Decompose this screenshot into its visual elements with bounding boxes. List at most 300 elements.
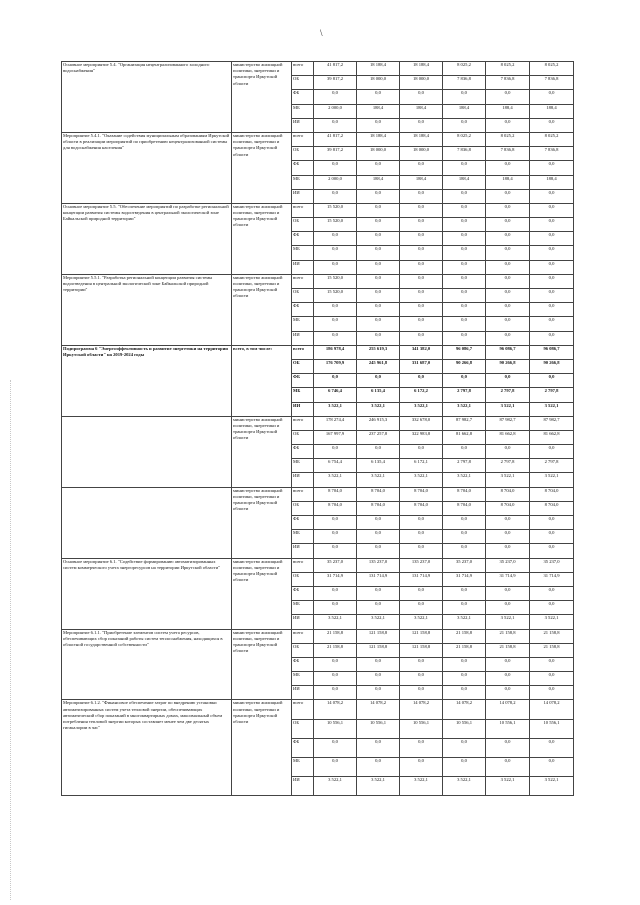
value-cell: 0,0: [314, 161, 357, 175]
value-cell: 0,0: [443, 738, 486, 757]
table-row: [62, 345, 574, 359]
value-cell: 0,0: [357, 203, 400, 217]
value-cell: 0,0: [530, 738, 574, 757]
value-cell: 0,0: [400, 544, 443, 558]
value-cell: 0,0: [486, 516, 530, 530]
value-cell: 3 522,1: [357, 777, 400, 796]
value-cell: 8 704,0: [357, 501, 400, 515]
value-cell: 0,0: [530, 218, 574, 232]
value-cell: 121 158,8: [357, 643, 400, 657]
value-cell: 188,4: [357, 104, 400, 118]
value-cell: 0,0: [530, 672, 574, 686]
value-cell: 0,0: [314, 232, 357, 246]
value-cell: 0,0: [400, 289, 443, 303]
executor-cell: министерство жилищной политики, энергетики и транспорта Иркутской области: [232, 416, 292, 487]
value-cell: 8 025,2: [443, 132, 486, 146]
value-cell: 0,0: [530, 530, 574, 544]
value-cell: 21 158,8: [314, 629, 357, 643]
value-cell: 21 158,8: [486, 643, 530, 657]
executor-cell: всего, в том числе:: [232, 345, 292, 416]
value-cell: 0,0: [530, 516, 574, 530]
value-cell: 0,0: [314, 686, 357, 700]
value-cell: 0,0: [443, 331, 486, 345]
value-cell: 0,0: [314, 303, 357, 317]
value-cell: 3 522,1: [486, 777, 530, 796]
value-cell: 0,0: [314, 189, 357, 203]
value-cell: 87 982,7: [530, 416, 574, 430]
value-cell: 81 662,8: [530, 430, 574, 444]
value-cell: 121 158,8: [400, 629, 443, 643]
value-cell: 0,0: [443, 260, 486, 274]
funding-source-cell: всего: [292, 487, 314, 501]
value-cell: 7 836,8: [443, 76, 486, 90]
value-cell: 332 678,0: [400, 416, 443, 430]
value-cell: 8 025,2: [486, 132, 530, 146]
value-cell: 0,0: [530, 189, 574, 203]
value-cell: 0,0: [486, 586, 530, 600]
value-cell: 96 086,7: [530, 345, 574, 359]
value-cell: 0,0: [357, 317, 400, 331]
value-cell: 0,0: [400, 118, 443, 132]
value-cell: 14 078,2: [443, 700, 486, 719]
activity-name-cell: Основное мероприятие 6.1. "Содействие формированию автоматизированных систем коммерческого учета энергоресурсов на территории Иркутской области": [62, 558, 232, 629]
funding-source-cell: ИИ: [292, 189, 314, 203]
value-cell: 6 135,4: [357, 459, 400, 473]
value-cell: 0,0: [443, 189, 486, 203]
value-cell: 246 915,3: [357, 416, 400, 430]
value-cell: 188,4: [486, 175, 530, 189]
table-row: [62, 203, 574, 217]
value-cell: 0,0: [314, 118, 357, 132]
value-cell: 0,0: [486, 260, 530, 274]
value-cell: 21 158,8: [486, 629, 530, 643]
budget-table-body: [62, 62, 574, 796]
value-cell: 0,0: [486, 601, 530, 615]
value-cell: 0,0: [443, 317, 486, 331]
value-cell: 0,0: [486, 657, 530, 671]
value-cell: 0,0: [314, 317, 357, 331]
value-cell: 0,0: [530, 274, 574, 288]
value-cell: 0,0: [400, 530, 443, 544]
value-cell: 7 836,8: [443, 147, 486, 161]
value-cell: 2 797,8: [530, 388, 574, 402]
value-cell: 8 025,2: [486, 62, 530, 76]
value-cell: 0,0: [443, 161, 486, 175]
value-cell: 31 714,9: [314, 572, 357, 586]
value-cell: 0,0: [400, 246, 443, 260]
value-cell: 188,4: [530, 175, 574, 189]
value-cell: 0,0: [357, 274, 400, 288]
funding-source-cell: ОБ: [292, 359, 314, 373]
value-cell: 8 704,0: [486, 501, 530, 515]
executor-cell: министерство жилищной политики, энергетики и транспорта Иркутской области: [232, 132, 292, 203]
table-row: [62, 629, 574, 643]
value-cell: 0,0: [443, 445, 486, 459]
value-cell: 0,0: [400, 232, 443, 246]
funding-source-cell: МБ: [292, 459, 314, 473]
value-cell: 7 836,8: [530, 76, 574, 90]
value-cell: 0,0: [443, 601, 486, 615]
value-cell: 0,0: [357, 90, 400, 104]
value-cell: 6 172,1: [400, 459, 443, 473]
value-cell: 0,0: [357, 758, 400, 777]
value-cell: 35 237,0: [530, 558, 574, 572]
value-cell: 0,0: [530, 317, 574, 331]
value-cell: 3 522,1: [443, 777, 486, 796]
executor-cell: министерство жилищной политики, энергетики и транспорта Иркутской области: [232, 487, 292, 558]
funding-source-cell: МБ: [292, 758, 314, 777]
value-cell: 0,0: [357, 246, 400, 260]
funding-source-cell: ИИ: [292, 473, 314, 487]
value-cell: 2 797,8: [530, 459, 574, 473]
value-cell: 41 817,2: [314, 62, 357, 76]
value-cell: 0,0: [486, 189, 530, 203]
funding-source-cell: ФБ: [292, 445, 314, 459]
value-cell: 3 522,1: [400, 473, 443, 487]
value-cell: 18 188,4: [400, 132, 443, 146]
activity-name-cell: Мероприятие 5.4.1. "Оказание содействия муниципальным образованиям Иркутской области в реализации мероприятий по приобретению нецентрализованной системы для водоснабжения населения": [62, 132, 232, 203]
value-cell: 0,0: [314, 90, 357, 104]
value-cell: 0,0: [443, 218, 486, 232]
value-cell: 0,0: [400, 672, 443, 686]
value-cell: 0,0: [357, 601, 400, 615]
value-cell: 0,0: [486, 758, 530, 777]
value-cell: 8 704,0: [400, 501, 443, 515]
value-cell: 0,0: [486, 274, 530, 288]
table-row: [62, 487, 574, 501]
value-cell: 0,0: [314, 331, 357, 345]
value-cell: 0,0: [314, 586, 357, 600]
value-cell: 3 522,1: [530, 402, 574, 416]
value-cell: 0,0: [400, 189, 443, 203]
value-cell: 0,0: [443, 303, 486, 317]
value-cell: 15 520,0: [314, 289, 357, 303]
value-cell: 3 522,1: [530, 777, 574, 796]
value-cell: 0,0: [357, 738, 400, 757]
value-cell: 35 237,0: [314, 558, 357, 572]
funding-source-cell: ФБ: [292, 738, 314, 757]
value-cell: 8 704,0: [530, 487, 574, 501]
value-cell: 0,0: [357, 118, 400, 132]
funding-source-cell: ИИ: [292, 686, 314, 700]
executor-cell: министерство жилищной политики, энергетики и транспорта Иркутской области: [232, 274, 292, 345]
value-cell: 0,0: [530, 90, 574, 104]
value-cell: 0,0: [400, 738, 443, 757]
value-cell: 18 188,4: [400, 62, 443, 76]
value-cell: 0,0: [400, 203, 443, 217]
value-cell: 0,0: [443, 289, 486, 303]
value-cell: 167 997,9: [314, 430, 357, 444]
executor-cell: министерство жилищной политики, энергетики и транспорта Иркутской области: [232, 558, 292, 629]
value-cell: 0,0: [314, 260, 357, 274]
value-cell: 2 797,8: [443, 388, 486, 402]
value-cell: 39 817,2: [314, 76, 357, 90]
value-cell: 188,4: [400, 175, 443, 189]
activity-name-cell: Основное мероприятие 5.4. "Организация нецентрализованного холодного водоснабжения": [62, 62, 232, 133]
funding-source-cell: ИИ: [292, 777, 314, 796]
value-cell: 3 522,1: [357, 615, 400, 629]
value-cell: 0,0: [400, 303, 443, 317]
value-cell: 0,0: [400, 260, 443, 274]
value-cell: 255 619,3: [357, 345, 400, 359]
funding-source-cell: ИИ: [292, 402, 314, 416]
table-row: [62, 62, 574, 76]
value-cell: 3 522,1: [314, 615, 357, 629]
value-cell: 14 078,2: [486, 700, 530, 719]
value-cell: 0,0: [530, 758, 574, 777]
value-cell: 0,0: [443, 232, 486, 246]
value-cell: 0,0: [400, 657, 443, 671]
value-cell: 0,0: [486, 218, 530, 232]
value-cell: 2 797,8: [443, 459, 486, 473]
value-cell: 8 025,2: [530, 132, 574, 146]
value-cell: 0,0: [486, 246, 530, 260]
value-cell: 0,0: [486, 445, 530, 459]
funding-source-cell: ФБ: [292, 90, 314, 104]
activity-name-cell: [62, 487, 232, 558]
value-cell: 0,0: [443, 686, 486, 700]
value-cell: 0,0: [443, 90, 486, 104]
value-cell: 0,0: [357, 189, 400, 203]
value-cell: 0,0: [443, 758, 486, 777]
funding-source-cell: всего: [292, 629, 314, 643]
value-cell: 10 556,1: [530, 719, 574, 738]
value-cell: 0,0: [486, 672, 530, 686]
funding-source-cell: всего: [292, 700, 314, 719]
activity-name-cell: [62, 416, 232, 487]
funding-source-cell: ФБ: [292, 303, 314, 317]
value-cell: 14 078,2: [357, 700, 400, 719]
value-cell: 81 662,8: [486, 430, 530, 444]
value-cell: 3 522,1: [443, 615, 486, 629]
value-cell: 2 797,8: [486, 388, 530, 402]
value-cell: 188,4: [443, 104, 486, 118]
value-cell: 341 382,0: [400, 345, 443, 359]
value-cell: 0,0: [530, 203, 574, 217]
value-cell: 0,0: [443, 516, 486, 530]
scan-margin-dots: [10, 380, 13, 900]
value-cell: 0,0: [530, 161, 574, 175]
value-cell: 3 522,1: [443, 402, 486, 416]
value-cell: 331 687,0: [400, 359, 443, 373]
value-cell: 2 000,0: [314, 175, 357, 189]
value-cell: 18 188,4: [357, 62, 400, 76]
value-cell: 96 086,7: [486, 345, 530, 359]
table-row: [62, 700, 574, 719]
value-cell: 8 704,0: [314, 501, 357, 515]
funding-source-cell: ФБ: [292, 586, 314, 600]
value-cell: 131 714,9: [357, 572, 400, 586]
value-cell: 0,0: [357, 516, 400, 530]
table-row: [62, 416, 574, 430]
value-cell: 0,0: [400, 601, 443, 615]
value-cell: 8 704,0: [314, 487, 357, 501]
value-cell: 188,4: [530, 104, 574, 118]
funding-source-cell: ОБ: [292, 218, 314, 232]
value-cell: 135 237,0: [400, 558, 443, 572]
value-cell: 0,0: [314, 445, 357, 459]
value-cell: 121 158,8: [357, 629, 400, 643]
value-cell: 2 797,8: [486, 459, 530, 473]
funding-source-cell: ИИ: [292, 331, 314, 345]
value-cell: 0,0: [486, 303, 530, 317]
value-cell: 35 237,0: [443, 558, 486, 572]
value-cell: 21 158,8: [443, 629, 486, 643]
value-cell: 0,0: [530, 331, 574, 345]
value-cell: 121 158,8: [400, 643, 443, 657]
value-cell: 8 704,0: [400, 487, 443, 501]
funding-source-cell: всего: [292, 132, 314, 146]
value-cell: 0,0: [400, 274, 443, 288]
value-cell: 0,0: [400, 445, 443, 459]
value-cell: 0,0: [443, 586, 486, 600]
page-mark: \: [320, 28, 323, 38]
value-cell: 3 522,1: [400, 402, 443, 416]
value-cell: 3 522,1: [400, 777, 443, 796]
funding-source-cell: МБ: [292, 388, 314, 402]
value-cell: 3 522,1: [486, 473, 530, 487]
value-cell: 0,0: [486, 232, 530, 246]
funding-source-cell: всего: [292, 416, 314, 430]
value-cell: 0,0: [400, 331, 443, 345]
funding-source-cell: МБ: [292, 601, 314, 615]
value-cell: 0,0: [530, 232, 574, 246]
value-cell: 188,4: [486, 104, 530, 118]
value-cell: 10 556,1: [357, 719, 400, 738]
activity-name-cell: Мероприятие 6.1.2. "Финансовое обеспечение затрат по внедрению установки автоматизированных систем учета тепловой энергии, обеспечивающих автоматический сбор показаний в многоквартирных домах, максимальный объем потребления тепловой энергии которых составляет менее чем две десятых гигакалории в час": [62, 700, 232, 796]
value-cell: 41 817,2: [314, 132, 357, 146]
value-cell: 176 709,9: [314, 359, 357, 373]
funding-source-cell: МБ: [292, 530, 314, 544]
value-cell: 0,0: [530, 289, 574, 303]
funding-source-cell: ОБ: [292, 76, 314, 90]
value-cell: 0,0: [400, 90, 443, 104]
table-row: [62, 558, 574, 572]
funding-source-cell: МБ: [292, 104, 314, 118]
value-cell: 14 078,2: [530, 700, 574, 719]
value-cell: 186 978,4: [314, 345, 357, 359]
funding-source-cell: ИИ: [292, 118, 314, 132]
value-cell: 178 274,4: [314, 416, 357, 430]
value-cell: 8 704,0: [443, 487, 486, 501]
value-cell: 188,4: [400, 104, 443, 118]
value-cell: 31 714,9: [530, 572, 574, 586]
value-cell: 0,0: [400, 161, 443, 175]
funding-source-cell: ФБ: [292, 232, 314, 246]
value-cell: 0,0: [486, 203, 530, 217]
value-cell: 0,0: [530, 303, 574, 317]
funding-source-cell: ИИ: [292, 544, 314, 558]
value-cell: 0,0: [443, 530, 486, 544]
value-cell: 3 522,1: [357, 402, 400, 416]
value-cell: 0,0: [314, 246, 357, 260]
value-cell: 8 704,0: [486, 487, 530, 501]
value-cell: 21 158,8: [530, 643, 574, 657]
activity-name-cell: Подпрограмма 6 "Энергоэффективность и развитие энергетики на территории Иркутской области" на 2019-2024 годы: [62, 345, 232, 416]
value-cell: 0,0: [443, 274, 486, 288]
funding-source-cell: МБ: [292, 175, 314, 189]
value-cell: 14 078,2: [314, 700, 357, 719]
value-cell: 7 836,8: [486, 76, 530, 90]
funding-source-cell: ОБ: [292, 289, 314, 303]
funding-source-cell: ОБ: [292, 430, 314, 444]
executor-cell: министерство жилищной политики, энергетики и транспорта Иркутской области: [232, 629, 292, 700]
value-cell: 31 714,9: [443, 572, 486, 586]
value-cell: 0,0: [530, 657, 574, 671]
value-cell: 3 522,1: [400, 615, 443, 629]
value-cell: 0,0: [530, 686, 574, 700]
value-cell: 14 078,2: [400, 700, 443, 719]
value-cell: 18 000,0: [357, 76, 400, 90]
value-cell: 245 961,8: [357, 359, 400, 373]
activity-name-cell: Мероприятие 5.5.1. "Разработка региональной концепции развития системы водоотведения в центральной экологической зоне Байкальской природной территории": [62, 274, 232, 345]
value-cell: 8 025,2: [443, 62, 486, 76]
value-cell: 0,0: [314, 374, 357, 388]
executor-cell: министерство жилищной политики, энергетики и транспорта Иркутской области: [232, 62, 292, 133]
value-cell: 15 520,0: [314, 274, 357, 288]
value-cell: 0,0: [357, 672, 400, 686]
value-cell: 0,0: [314, 544, 357, 558]
funding-source-cell: ФБ: [292, 374, 314, 388]
funding-source-cell: ОБ: [292, 501, 314, 515]
value-cell: 6 172,2: [400, 388, 443, 402]
value-cell: 8 704,0: [530, 501, 574, 515]
value-cell: 0,0: [486, 317, 530, 331]
value-cell: 0,0: [357, 331, 400, 345]
value-cell: 21 158,8: [530, 629, 574, 643]
value-cell: 0,0: [530, 586, 574, 600]
funding-source-cell: ИИ: [292, 260, 314, 274]
value-cell: 0,0: [443, 374, 486, 388]
value-cell: 188,4: [357, 175, 400, 189]
value-cell: 0,0: [357, 374, 400, 388]
value-cell: 6 746,4: [314, 388, 357, 402]
value-cell: 0,0: [486, 544, 530, 558]
funding-source-cell: ИИ: [292, 615, 314, 629]
value-cell: 0,0: [443, 246, 486, 260]
value-cell: 0,0: [357, 218, 400, 232]
funding-source-cell: всего: [292, 203, 314, 217]
value-cell: 0,0: [443, 657, 486, 671]
value-cell: 0,0: [530, 260, 574, 274]
value-cell: 81 662,8: [443, 430, 486, 444]
value-cell: 0,0: [357, 289, 400, 303]
value-cell: 35 237,0: [486, 558, 530, 572]
value-cell: 3 522,1: [486, 615, 530, 629]
funding-source-cell: всего: [292, 345, 314, 359]
value-cell: 0,0: [486, 161, 530, 175]
value-cell: 0,0: [357, 232, 400, 246]
funding-source-cell: всего: [292, 274, 314, 288]
executor-cell: министерство жилищной политики, энергетики и транспорта Иркутской области: [232, 203, 292, 274]
value-cell: 0,0: [530, 246, 574, 260]
budget-table: [61, 61, 574, 796]
value-cell: 0,0: [314, 758, 357, 777]
value-cell: 0,0: [400, 758, 443, 777]
value-cell: 0,0: [357, 260, 400, 274]
value-cell: 0,0: [486, 331, 530, 345]
value-cell: 7 836,8: [486, 147, 530, 161]
value-cell: 90 266,8: [486, 359, 530, 373]
value-cell: 0,0: [486, 289, 530, 303]
activity-name-cell: Основное мероприятие 5.5. "Обеспечение мероприятий по разработке региональной концепции развития системы водоотведения в центральной экологической зоне Байкальской природной территории": [62, 203, 232, 274]
value-cell: 3 522,1: [314, 473, 357, 487]
value-cell: 0,0: [530, 374, 574, 388]
value-cell: 8 704,0: [357, 487, 400, 501]
value-cell: 0,0: [530, 445, 574, 459]
funding-source-cell: ОБ: [292, 719, 314, 738]
value-cell: 0,0: [443, 672, 486, 686]
